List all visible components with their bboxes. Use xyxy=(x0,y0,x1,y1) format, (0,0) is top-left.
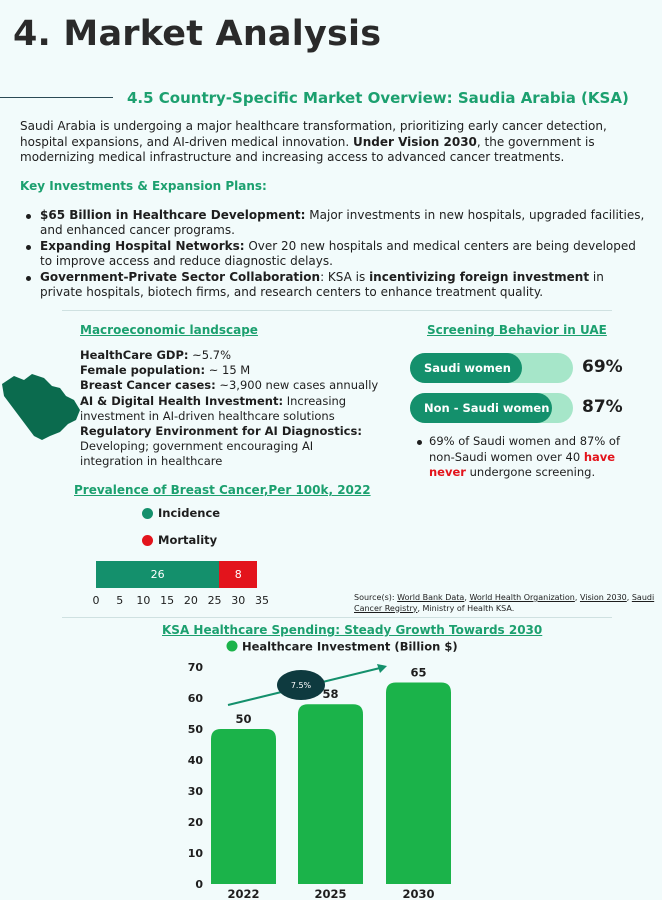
section-title: 4.5 Country-Specific Market Overview: Saudia Arabia (KSA) xyxy=(127,89,629,107)
x-tick-label: 2025 xyxy=(314,887,347,900)
x-tick-label: 0 xyxy=(92,594,100,607)
bar xyxy=(298,704,363,884)
source-link[interactable]: Saudi Cancer Registry xyxy=(354,593,655,613)
bullet-text: Over 20 new hospitals and medical centers are being developed to improve access and reduce diagnostic delays. xyxy=(40,239,636,268)
macro-row xyxy=(80,363,380,378)
section-divider xyxy=(62,617,612,618)
prevalence-chart xyxy=(92,561,269,611)
macro-label: Breast Cancer cases: xyxy=(80,378,216,393)
x-tick-label: 35 xyxy=(255,594,269,607)
screening-bar-non-saudi: Non - Saudi women xyxy=(410,393,552,423)
y-tick-label: 40 xyxy=(187,754,203,767)
list-item xyxy=(22,208,650,238)
y-tick-label: 20 xyxy=(187,816,203,829)
bullet-bold: Government-Private Sector Collaboration xyxy=(40,270,321,284)
sources-suffix: , Ministry of Health KSA. xyxy=(417,603,515,613)
sources: Source(s): World Bank Data, World Health Organization, Vision 2030, Saudi Cancer Registry, Ministry of Health KSA. xyxy=(354,593,655,613)
bullet-bold: $65 Billion in Healthcare Development: xyxy=(40,208,306,222)
bar xyxy=(211,729,276,884)
source-link[interactable]: World Bank Data xyxy=(397,593,465,602)
intro-paragraph xyxy=(20,119,645,166)
x-tick-label: 10 xyxy=(136,594,151,607)
macro-row xyxy=(80,348,380,363)
macro-value: ~5.7% xyxy=(188,348,232,362)
title-rule xyxy=(0,97,113,98)
note-highlight: have never xyxy=(429,449,616,479)
screening-bar-track xyxy=(410,393,573,423)
macro-label: Regulatory Environment for AI Diagnostics: xyxy=(80,424,362,439)
legend-swatch xyxy=(227,641,238,652)
bullet-bold: Expanding Hospital Networks: xyxy=(40,239,245,253)
bar xyxy=(386,683,451,885)
growth-label: 7.5% xyxy=(290,681,312,690)
saudi-map-icon xyxy=(0,370,82,442)
macro-label: AI & Digital Health Investment: xyxy=(80,393,284,408)
spending-chart xyxy=(180,636,480,900)
bar-value-label: 65 xyxy=(410,665,427,680)
y-tick-label: 30 xyxy=(187,785,203,798)
investments-list xyxy=(22,208,650,301)
screening-bar-track xyxy=(410,353,573,383)
macro-list xyxy=(80,348,380,470)
investments-heading: Key Investments & Expansion Plans: xyxy=(20,179,267,193)
prevalence-heading: Prevalence of Breast Cancer,Per 100k, 2022 xyxy=(74,483,371,497)
spending-heading: KSA Healthcare Spending: Steady Growth Towards 2030 xyxy=(162,623,543,637)
arrow-head-icon xyxy=(377,664,387,673)
bullet-text: Major investments in new hospitals, upgraded facilities, and enhanced cancer programs. xyxy=(40,208,645,237)
x-tick-label: 5 xyxy=(116,594,124,607)
section-divider xyxy=(62,310,612,311)
x-tick-label: 2030 xyxy=(402,887,435,900)
intro-text-1: Saudi Arabia is undergoing a major healthcare transformation, prioritizing early cancer detection, hospital expansions, and AI-driven medical innovation. xyxy=(20,119,607,149)
macro-heading: Macroeconomic landscape xyxy=(80,323,258,337)
bar-value-label: 58 xyxy=(322,687,339,702)
bar-value-label: 50 xyxy=(235,712,252,726)
list-item xyxy=(416,434,646,481)
bullet-text: : KSA is xyxy=(320,270,370,284)
screening-bar-saudi: Saudi women xyxy=(410,353,522,383)
y-tick-label: 50 xyxy=(187,723,203,736)
x-tick-label: 2022 xyxy=(227,887,260,900)
x-tick-label: 15 xyxy=(160,594,175,607)
y-tick-label: 10 xyxy=(187,847,203,860)
y-tick-label: 60 xyxy=(187,692,203,705)
macro-value: ~ 15 M xyxy=(205,363,251,378)
note-text: undergone screening. xyxy=(465,465,596,479)
page-title: 4. Market Analysis xyxy=(13,14,382,54)
x-tick-label: 25 xyxy=(207,594,222,607)
bullet-text: in private hospitals, biotech firms, and research centers to enhance treatment quality. xyxy=(40,270,604,299)
macro-value: Increasing investment in AI-driven healthcare solutions xyxy=(80,393,347,423)
screening-heading: Screening Behavior in UAE xyxy=(427,323,607,337)
legend-mortality-label: Mortality xyxy=(158,533,218,547)
bar-incidence: 26 xyxy=(96,561,219,588)
list-item xyxy=(22,239,650,269)
y-tick-label: 0 xyxy=(195,878,203,891)
screening-percent-saudi: 69% xyxy=(582,357,623,377)
legend-incidence-swatch xyxy=(142,508,153,519)
intro-text-2: , the government is modernizing medical infrastructure and increasing access to advanced cancer treatments. xyxy=(20,134,595,164)
list-item xyxy=(22,270,650,300)
macro-label: Female population: xyxy=(80,363,206,378)
source-link[interactable]: World Health Organization xyxy=(469,593,575,602)
legend-mortality-swatch xyxy=(142,535,153,546)
macro-row xyxy=(80,424,380,470)
macro-label: HealthCare GDP: xyxy=(80,348,189,362)
intro-bold: Under Vision 2030 xyxy=(352,134,477,149)
screening-percent-non-saudi: 87% xyxy=(582,397,623,417)
source-link[interactable]: Vision 2030 xyxy=(579,593,627,602)
y-tick-label: 70 xyxy=(187,661,203,674)
note-text: 69% of Saudi women and 87% of non-Saudi women over 40 xyxy=(429,434,620,464)
x-tick-label: 20 xyxy=(183,594,198,607)
macro-value: ~3,900 new cases annually xyxy=(215,378,379,393)
macro-value: Developing; government encouraging AI integration in healthcare xyxy=(80,439,314,469)
bar-mortality: 8 xyxy=(219,561,257,588)
sources-prefix: Source(s): xyxy=(354,593,398,602)
legend-incidence-label: Incidence xyxy=(158,506,221,520)
x-tick-label: 30 xyxy=(231,594,246,607)
bullet-bold: incentivizing foreign investment xyxy=(369,270,590,284)
legend-label: Healthcare Investment (Billion $) xyxy=(242,639,458,654)
macro-row xyxy=(80,394,380,424)
macro-row xyxy=(80,378,380,393)
screening-note xyxy=(416,434,646,481)
